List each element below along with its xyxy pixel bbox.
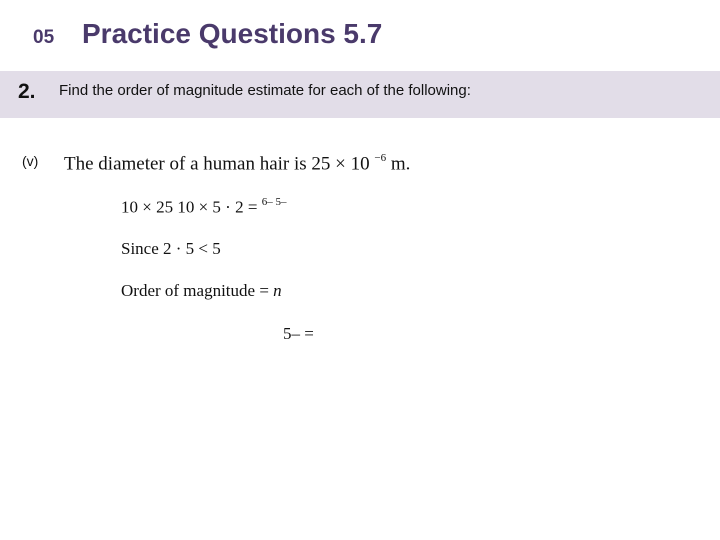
part-statement bbox=[64, 153, 410, 175]
statement-exponent: −6 bbox=[374, 152, 387, 164]
working-line-3 bbox=[121, 281, 282, 301]
working-line-4: 5– = bbox=[283, 324, 314, 343]
working-line-1-main: 10 × 25 10 × 5 · 2 = bbox=[121, 197, 262, 217]
working-line-3-variable: n bbox=[273, 281, 282, 300]
question-prompt: Find the order of magnitude estimate for each of the following: bbox=[59, 82, 471, 99]
question-number: 2. bbox=[18, 80, 36, 103]
part-label: (v) bbox=[22, 153, 39, 169]
working-line-2: Since 2 · 5 < 5 bbox=[121, 239, 221, 258]
statement-prefix: The diameter of a human hair is 25 × 10 bbox=[64, 153, 370, 175]
page-title: Practice Questions 5.7 bbox=[82, 18, 383, 49]
working-line-1 bbox=[121, 197, 286, 218]
working-line-1-superscript: 6– 5– bbox=[261, 196, 287, 208]
section-number: 05 bbox=[33, 27, 55, 48]
working-line-3-prefix: Order of magnitude = bbox=[121, 281, 274, 300]
statement-suffix: m. bbox=[386, 153, 411, 175]
